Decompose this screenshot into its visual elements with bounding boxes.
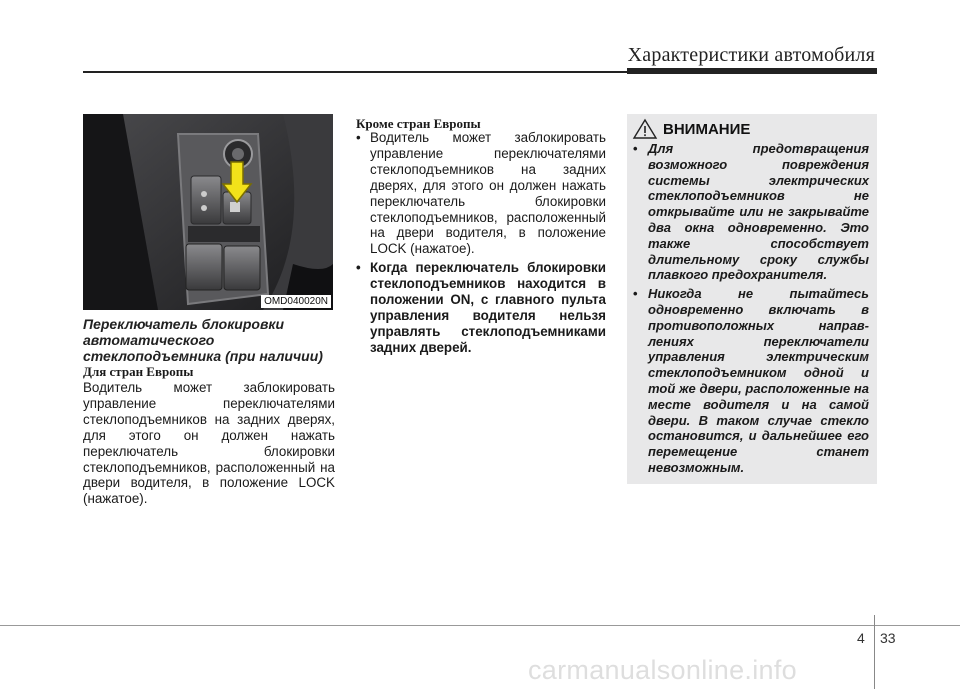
header-title: Характеристики автомобиля <box>627 44 875 66</box>
caution-title: ВНИМАНИЕ <box>663 121 751 138</box>
bullet-icon: • <box>356 130 361 145</box>
header-rule-accent <box>627 68 877 74</box>
caution-item <box>633 141 869 283</box>
photo-code-label: OMD040020N <box>261 295 331 308</box>
warning-triangle-icon <box>632 118 658 140</box>
bullet-icon: • <box>633 141 638 156</box>
window-switch-photo <box>83 114 333 310</box>
section-caption: Переключатель блокировки автоматического стеклоподъемника (при наличии) <box>83 316 323 364</box>
page-separator <box>874 615 875 689</box>
caution-item-text: Для предотвращения возможного повреждения системы электрических стеклоподъемников не открывайте или не закрывайте два окна одновременно. Это также способствует длительному сроку службы плавкого предохранителя. <box>648 141 869 283</box>
subheading-non-europe: Кроме стран Европы <box>356 116 481 131</box>
list-item-text: Водитель может заблокировать управление переключателями стеклоподъемников на задних дверях, для этого он должен нажать переключатель блокировки стеклоподъемников, расположенный на двери водителя, в положение LOCK (нажатое). <box>370 130 606 257</box>
watermark: carmanualsonline.info <box>528 655 797 685</box>
caution-item <box>633 286 869 476</box>
caution-list <box>633 141 869 476</box>
page-number: 33 <box>880 630 896 646</box>
header-rule <box>83 71 628 73</box>
list-item <box>356 260 606 355</box>
door-panel-illustration <box>83 114 333 310</box>
list-item <box>356 130 606 257</box>
bullet-icon: • <box>356 260 361 276</box>
caution-item-text: Никогда не пытайтесь одновременно включать в противоположных направ- лениях переключатели управления электрическим стеклоподъемником одной и той же двери, расположенные на месте водителя и на самой двери. В таком случае стекло остановится, и дальнейшее его перемещение станет невозможным. <box>648 286 869 475</box>
non-europe-list <box>356 130 606 356</box>
body-text-europe: Водитель может заблокировать управление переключателями стеклоподъемников на задних дверях, для этого он должен нажать переключатель блокировки стеклоподъемников, расположенный на двери водителя, в положение LOCK (нажатое). <box>83 380 335 507</box>
chapter-number: 4 <box>857 630 865 646</box>
subheading-europe: Для стран Европы <box>83 364 194 379</box>
footer-rule <box>0 625 960 626</box>
list-item-text: Когда переключатель блокировки стеклоподъемников находится в положении ON, с главного пульта управления водителя нельзя управлять стеклоподъемниками задних дверей. <box>370 260 606 355</box>
bullet-icon: • <box>633 286 638 302</box>
